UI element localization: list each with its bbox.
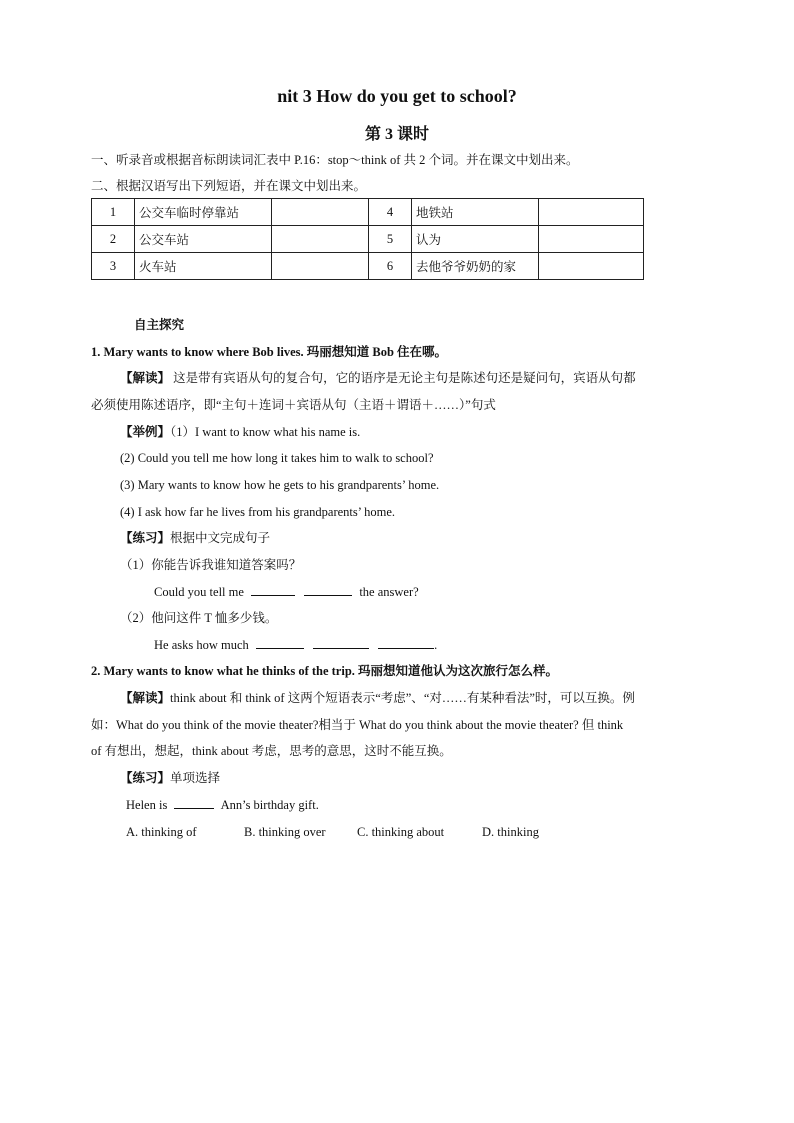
practice-text: 单项选择 <box>170 771 221 785</box>
blank-field[interactable] <box>251 583 295 596</box>
answer-cell[interactable] <box>539 226 644 253</box>
blank-field[interactable] <box>378 636 434 649</box>
vocab-table <box>91 198 644 280</box>
row-number: 1 <box>92 199 135 226</box>
item-2-practice <box>120 769 220 787</box>
practice-tag: 【练习】 <box>120 771 171 785</box>
item-1-title: 1. Mary wants to know where Bob lives. 玛丽想知道 Bob 住在哪。 <box>91 345 448 359</box>
item-1-example-3: (3) Mary wants to know how he gets to his grandparents’ home. <box>120 478 440 492</box>
item-1-example-4: (4) I ask how far he lives from his grandparents’ home. <box>120 505 396 519</box>
section-1-instruction: 一、听录音或根据音标朗读词汇表中 P.16：stop～think of 共 2 个词。并在课文中划出来。 <box>91 153 579 167</box>
item-1-example-2: (2) Could you tell me how long it takes him to walk to school? <box>120 451 434 465</box>
sentence-end: the answer? <box>359 585 419 599</box>
explain-text: 这是带有宾语从句的复合句，它的语序是无论主句是陈述句还是疑问句，宾语从句都 <box>170 371 636 385</box>
blank-field[interactable] <box>313 636 369 649</box>
table-row <box>92 199 644 226</box>
explain-tag: 【解读】 <box>120 691 171 705</box>
chinese-phrase: 火车站 <box>135 253 272 280</box>
chinese-phrase: 认为 <box>412 226 539 253</box>
section-2-instruction: 二、根据汉语写出下列短语，并在课文中划出来。 <box>91 179 367 193</box>
answer-cell[interactable] <box>272 199 369 226</box>
explore-heading: 自主探究 <box>134 318 185 332</box>
item-1-example-1 <box>120 423 360 441</box>
item-1-explain-line-2: 必须使用陈述语序，即“主句＋连词＋宾语从句（主语＋谓语＋……）”句式 <box>91 398 496 412</box>
item-1-question-2: （2）他问这件 T 恤多少钱。 <box>120 611 278 625</box>
item-2-explain-line-2: 如：What do you think of the movie theater?相当于 What do you think about the movie theater? 但 think <box>91 718 624 732</box>
sentence-start: Could you tell me <box>154 585 244 599</box>
row-number: 3 <box>92 253 135 280</box>
lesson-subtitle: 第 3 课时 <box>364 126 429 143</box>
item-1-question-2-sentence <box>154 636 437 654</box>
option-d[interactable]: D. thinking <box>482 825 539 839</box>
item-1-explain-line-1 <box>120 369 636 387</box>
practice-text: 根据中文完成句子 <box>170 531 271 545</box>
item-2-explain-line-1 <box>120 689 635 707</box>
page-title: nit 3 How do you get to school? <box>277 86 517 106</box>
answer-cell[interactable] <box>272 253 369 280</box>
row-number: 6 <box>369 253 412 280</box>
explain-text: think about 和 think of 这两个短语表示“考虑”、“对……有某种看法”时，可以互换。例 <box>170 691 635 705</box>
chinese-phrase: 地铁站 <box>412 199 539 226</box>
row-number: 4 <box>369 199 412 226</box>
blank-field[interactable] <box>304 583 352 596</box>
option-b[interactable]: B. thinking over <box>244 825 326 839</box>
item-1-question-1: （1）你能告诉我谁知道答案吗？ <box>120 558 302 572</box>
chinese-phrase: 公交车站 <box>135 226 272 253</box>
practice-tag: 【练习】 <box>120 531 171 545</box>
sentence-start: He asks how much <box>154 638 249 652</box>
blank-field[interactable] <box>174 796 214 809</box>
option-c[interactable]: C. thinking about <box>357 825 445 839</box>
chinese-phrase: 公交车临时停靠站 <box>135 199 272 226</box>
item-1-practice <box>120 529 270 547</box>
answer-cell[interactable] <box>272 226 369 253</box>
sentence-end: . <box>434 638 438 652</box>
blank-field[interactable] <box>256 636 304 649</box>
sentence-end: Ann’s birthday gift. <box>220 798 319 812</box>
option-a[interactable]: A. thinking of <box>126 825 197 839</box>
chinese-phrase: 去他爷爷奶奶的家 <box>412 253 539 280</box>
answer-cell[interactable] <box>539 199 644 226</box>
item-1-question-1-sentence <box>154 583 419 601</box>
table-row <box>92 226 644 253</box>
explain-tag: 【解读】 <box>120 371 171 385</box>
table-row <box>92 253 644 280</box>
sentence-start: Helen is <box>126 798 168 812</box>
example-text: （1）I want to know what his name is. <box>170 425 361 439</box>
answer-cell[interactable] <box>539 253 644 280</box>
row-number: 5 <box>369 226 412 253</box>
item-2-question <box>126 796 319 814</box>
item-2-title: 2. Mary wants to know what he thinks of the trip. 玛丽想知道他认为这次旅行怎么样。 <box>91 664 559 678</box>
row-number: 2 <box>92 226 135 253</box>
example-tag: 【举例】 <box>120 425 171 439</box>
item-2-explain-line-3: of 有想出，想起，think about 考虑，思考的意思，这时不能互换。 <box>91 744 452 758</box>
